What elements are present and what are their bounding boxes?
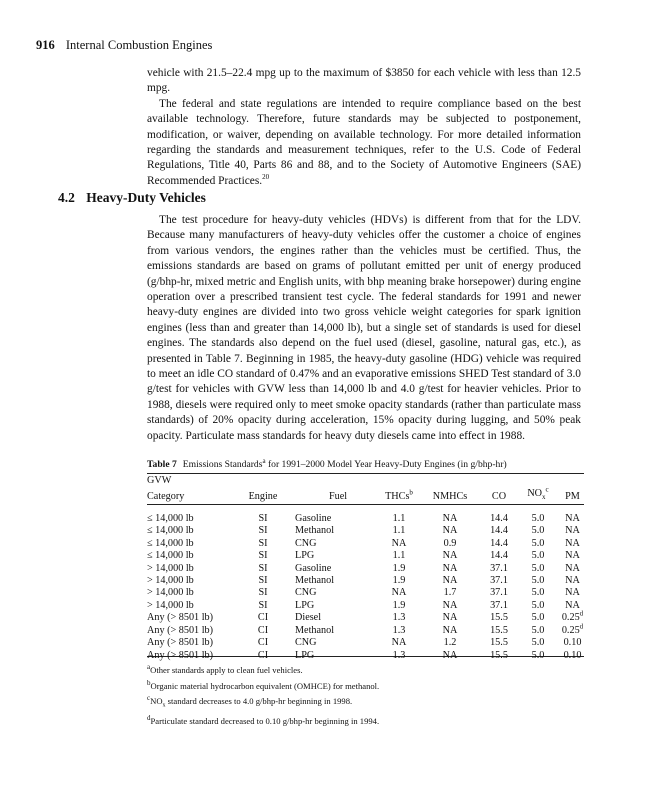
footnote-text: NO <box>150 696 163 706</box>
cell-engine-value: CI <box>257 612 269 624</box>
cell-engine-value: SI <box>258 537 268 549</box>
cell-nmhc-value: NA <box>442 624 458 636</box>
cell-engine-value: SI <box>258 587 268 599</box>
cell-fuel <box>285 525 381 537</box>
cell-pm <box>561 508 584 525</box>
cell-nox-value: 5.0 <box>531 587 545 599</box>
cell-nox-value: 5.0 <box>531 562 545 574</box>
cell-engine-value: SI <box>258 550 268 562</box>
table-caption-text-a: Emissions Standards <box>182 459 263 470</box>
cell-co-value: 14.4 <box>490 525 508 537</box>
cell-co <box>483 587 515 599</box>
cell-gvw-value: ≤ 14,000 lb <box>147 537 194 549</box>
cell-nox <box>515 525 561 537</box>
cell-nox-value: 5.0 <box>531 575 545 587</box>
table-caption-text-b: for 1991–2000 Model Year Heavy-Duty Engines (in g/bhp-hr) <box>265 459 507 470</box>
footnote-b <box>147 679 379 695</box>
cell-pm <box>561 525 584 537</box>
cell-thc-value: 1.9 <box>392 562 406 574</box>
cell-co-value: 37.1 <box>490 587 508 599</box>
cell-fuel-value: Methanol <box>295 624 335 636</box>
cell-fuel <box>285 538 381 550</box>
table-row <box>147 563 584 575</box>
header-thc-note: b <box>409 488 413 497</box>
footnote-a <box>147 663 379 679</box>
intro-paragraph-2-text: The federal and state regulations are intended to require compliance based on the best available technology. Therefore, future standards may be subjected to postponement, modification, or waiver, depending on available technology. For more detailed information regarding the standards and measurement techniques, refer to the U.S. Code of Federal Regulations, Title 40, Parts 86 and 88, and to the Society of Automotive Engineers (SAE) Recommended Practices. <box>147 97 581 187</box>
cell-fuel <box>285 625 381 637</box>
cell-pm-value: NA <box>565 575 580 587</box>
cell-nox <box>515 587 561 599</box>
cell-nmhc <box>417 508 483 525</box>
header-nox-sub: x <box>542 492 546 501</box>
table-top-rule <box>147 473 584 474</box>
table-row <box>147 600 584 612</box>
cell-fuel-value: Gasoline <box>295 513 332 525</box>
cell-nox <box>515 550 561 562</box>
cell-fuel-value: Methanol <box>295 575 335 587</box>
cell-thc <box>381 600 417 612</box>
cell-thc-value: 1.3 <box>392 624 406 636</box>
cell-fuel <box>285 550 381 562</box>
cell-nox-value: 5.0 <box>531 612 545 624</box>
cell-fuel-value: Methanol <box>295 525 335 537</box>
cell-nox-value: 5.0 <box>531 624 545 636</box>
cell-gvw-value: ≤ 14,000 lb <box>147 550 194 562</box>
cell-nmhc <box>417 563 483 575</box>
cell-gvw-value: Any (> 8501 lb) <box>147 624 214 636</box>
cell-nox <box>515 600 561 612</box>
cell-thc <box>381 575 417 587</box>
header-gvw: GVW <box>147 475 172 486</box>
cell-fuel <box>285 637 381 649</box>
cell-thc-value: 1.9 <box>392 599 406 611</box>
cell-thc-value: 1.1 <box>392 550 406 562</box>
cell-thc <box>381 587 417 599</box>
cell-thc <box>381 550 417 562</box>
cell-nox <box>515 650 561 666</box>
table-row <box>147 625 584 637</box>
header-pm: PM <box>565 490 580 502</box>
footnote-mark: b <box>147 678 151 687</box>
cell-fuel-value: CNG <box>295 537 317 549</box>
footnote-text: Organic material hydrocarbon equivalent (OMHCE) for methanol. <box>150 680 380 691</box>
cell-gvw-value: Any (> 8501 lb) <box>147 612 214 624</box>
cell-nox-value: 5.0 <box>531 550 545 562</box>
cell-nmhc-value: NA <box>442 649 458 661</box>
cell-co-value: 15.5 <box>490 649 508 661</box>
cell-co <box>483 600 515 612</box>
cell-thc-value: 1.1 <box>392 513 406 525</box>
cell-nox <box>515 538 561 550</box>
cell-co-value: 37.1 <box>490 562 508 574</box>
table-row <box>147 587 584 599</box>
footnote-mark: a <box>147 663 151 672</box>
table-row <box>147 538 584 550</box>
cell-engine <box>241 587 285 599</box>
cell-gvw <box>147 600 241 612</box>
cell-pm-value: NA <box>565 537 580 549</box>
footnote-c <box>147 694 379 714</box>
header-engine: Engine <box>248 490 278 502</box>
page-header <box>36 38 212 53</box>
cell-pm <box>561 650 584 666</box>
table-row <box>147 525 584 537</box>
cell-co-value: 14.4 <box>490 537 508 549</box>
cell-co <box>483 563 515 575</box>
cell-nmhc <box>417 650 483 666</box>
cell-co <box>483 625 515 637</box>
cell-gvw <box>147 538 241 550</box>
cell-thc <box>381 525 417 537</box>
cell-thc <box>381 538 417 550</box>
cell-gvw-value: ≤ 14,000 lb <box>147 525 194 537</box>
cell-fuel <box>285 587 381 599</box>
cell-nmhc <box>417 575 483 587</box>
header-nox-text: NO <box>527 487 543 499</box>
header-category: Category <box>147 490 185 502</box>
cell-nox <box>515 625 561 637</box>
header-thc <box>381 488 417 509</box>
cell-fuel <box>285 563 381 575</box>
cell-fuel-value: LPG <box>295 649 315 661</box>
cell-nmhc <box>417 637 483 649</box>
cell-co <box>483 538 515 550</box>
cell-pm <box>561 538 584 550</box>
cell-engine <box>241 625 285 637</box>
cell-pm-value: NA <box>565 587 580 599</box>
cell-gvw <box>147 508 241 525</box>
cell-co-value: 37.1 <box>490 599 508 611</box>
cell-co-value: 15.5 <box>490 612 508 624</box>
cell-co-value: 14.4 <box>490 513 508 525</box>
cell-gvw <box>147 550 241 562</box>
emissions-table <box>147 475 584 666</box>
table-header-row <box>147 475 584 488</box>
cell-engine-value: SI <box>258 525 268 537</box>
footnote-text: Particulate standard decreased to 0.10 g/bhp-hr beginning in 1994. <box>150 716 380 727</box>
cell-nmhc <box>417 625 483 637</box>
cell-nmhc-value: NA <box>442 513 458 525</box>
cell-nmhc <box>417 587 483 599</box>
cell-nmhc-value: 0.9 <box>443 537 457 549</box>
cell-co <box>483 650 515 666</box>
header-nox <box>515 485 561 509</box>
table-row <box>147 637 584 649</box>
cell-nmhc-value: NA <box>442 525 458 537</box>
cell-thc <box>381 637 417 649</box>
cell-nmhc <box>417 600 483 612</box>
cell-fuel-value: Gasoline <box>295 562 332 574</box>
page-number: 916 <box>36 38 55 52</box>
cell-engine <box>241 525 285 537</box>
cell-fuel <box>285 575 381 587</box>
table-footnotes <box>147 663 379 730</box>
cell-thc <box>381 563 417 575</box>
table-row <box>147 612 584 624</box>
cell-nmhc-value: NA <box>442 612 458 624</box>
cell-nox-value: 5.0 <box>531 649 545 661</box>
table-caption <box>147 456 507 470</box>
table-row <box>147 508 584 525</box>
header-thc-text: THCs <box>385 490 410 502</box>
intro-paragraph-2 <box>147 97 581 189</box>
cell-pm-value: NA <box>565 562 580 574</box>
cell-pm-value: NA <box>565 513 580 525</box>
cell-gvw <box>147 625 241 637</box>
cell-co <box>483 525 515 537</box>
cell-fuel-value: LPG <box>295 599 315 611</box>
cell-engine-value: SI <box>258 599 268 611</box>
header-fuel: Fuel <box>328 490 348 502</box>
cell-fuel-value: CNG <box>295 637 317 649</box>
intro-text <box>147 66 581 189</box>
cell-pm-value: NA <box>565 550 580 562</box>
cell-fuel <box>285 508 381 525</box>
section-body <box>147 213 581 444</box>
cell-engine-value: SI <box>258 562 268 574</box>
cell-nmhc-value: NA <box>442 550 458 562</box>
table-row <box>147 550 584 562</box>
cell-fuel <box>285 600 381 612</box>
cell-pm-note: d <box>579 609 584 618</box>
cell-pm-value: 0.10 <box>563 637 582 649</box>
cell-engine <box>241 508 285 525</box>
cell-co-value: 15.5 <box>490 624 508 636</box>
cell-co <box>483 637 515 649</box>
cell-nmhc-value: NA <box>442 599 458 611</box>
reference-marker: 20 <box>262 173 270 182</box>
cell-engine <box>241 612 285 624</box>
cell-nox <box>515 508 561 525</box>
cell-nox-value: 5.0 <box>531 513 545 525</box>
cell-nox-value: 5.0 <box>531 599 545 611</box>
cell-pm-note: d <box>579 622 584 631</box>
table-row <box>147 575 584 587</box>
section-title: Heavy-Duty Vehicles <box>86 190 206 205</box>
cell-pm <box>561 622 584 637</box>
cell-co <box>483 612 515 624</box>
cell-gvw-value: Any (> 8501 lb) <box>147 637 214 649</box>
running-title: Internal Combustion Engines <box>65 38 213 52</box>
cell-thc <box>381 508 417 525</box>
table-label: Table 7 <box>147 459 177 470</box>
cell-nox-value: 5.0 <box>531 537 545 549</box>
cell-gvw <box>147 525 241 537</box>
table-caption-note: a <box>262 456 266 465</box>
cell-engine <box>241 575 285 587</box>
cell-gvw <box>147 575 241 587</box>
cell-gvw <box>147 587 241 599</box>
section-number: 4.2 <box>58 190 75 205</box>
cell-pm-value: 0.25 <box>561 612 580 624</box>
cell-gvw <box>147 637 241 649</box>
cell-nmhc <box>417 550 483 562</box>
cell-gvw-value: Any (> 8501 lb) <box>147 649 214 661</box>
cell-thc-value: 1.1 <box>392 525 406 537</box>
cell-pm-value: NA <box>565 525 580 537</box>
cell-fuel-value: LPG <box>295 550 315 562</box>
cell-thc <box>381 612 417 624</box>
cell-co-value: 15.5 <box>490 637 508 649</box>
header-nmhc: NMHCs <box>432 490 468 502</box>
cell-gvw-value: > 14,000 lb <box>147 587 194 599</box>
cell-gvw-value: ≤ 14,000 lb <box>147 513 194 525</box>
cell-thc <box>381 650 417 666</box>
cell-nmhc <box>417 612 483 624</box>
cell-gvw-value: > 14,000 lb <box>147 562 194 574</box>
cell-co-value: 37.1 <box>490 575 508 587</box>
cell-pm <box>561 587 584 599</box>
cell-nmhc <box>417 538 483 550</box>
cell-nox <box>515 575 561 587</box>
footnote-mark: d <box>147 714 151 723</box>
cell-pm <box>561 550 584 562</box>
cell-nox <box>515 637 561 649</box>
cell-nmhc-value: 1.2 <box>443 637 457 649</box>
cell-pm-value: 0.10 <box>563 649 582 661</box>
cell-fuel-value: Diesel <box>295 612 322 624</box>
cell-pm-value: NA <box>565 599 580 611</box>
cell-gvw-value: > 14,000 lb <box>147 599 194 611</box>
cell-thc-value: 1.3 <box>392 649 406 661</box>
cell-engine <box>241 637 285 649</box>
cell-pm <box>561 637 584 649</box>
cell-nmhc <box>417 525 483 537</box>
cell-gvw <box>147 612 241 624</box>
cell-fuel-value: CNG <box>295 587 317 599</box>
cell-nox <box>515 612 561 624</box>
section-paragraph: The test procedure for heavy-duty vehicles (HDVs) is different from that for the LDV. Because many manufacturers of heavy-duty vehicles offer the customer a choice of engines from various vendors, the engines rather than the vehicles must be certified. Thus, the emissions standards are based on grams of pollutant emitted per unit of energy produced (g/bhp-hr, mixed metric and English units, with bhp meaning brake horsepower) during engine operation over a prescribed transient test cycle. The federal standards for 1991 and newer heavy-duty engines are divided into two gross vehicle weight categories for spark ignition engines (less than and greater than 14,000 lb), but a single set of standards is used for diesel engines. The standards also depend on the fuel used (diesel, gasoline, natural gas, etc.), as presented in Table 7. Beginning in 1985, the heavy-duty gasoline (HDG) vehicle was required to meet an idle CO standard of 0.47% and an evaporative emissions SHED Test standard of 3.0 g/test for vehicles with GVW less than 14,000 lb and 4.0 g/test for heavier vehicles. Prior to 1988, diesels were required only to meet smoke opacity standards (rather than particulate mass standards) of 20% opacity during acceleration, 15% opacity during lugging, and 50% peak opacity. Particulate mass standards for heavy duty diesels came into effect in 1988. <box>147 214 581 442</box>
cell-gvw <box>147 563 241 575</box>
cell-thc-value: 1.3 <box>392 612 406 624</box>
cell-engine-value: CI <box>257 624 269 636</box>
header-co: CO <box>491 490 507 502</box>
intro-paragraph-1: vehicle with 21.5–22.4 mpg up to the maximum of $3850 for each vehicle with less than 12.5 mpg. <box>147 67 581 95</box>
cell-thc-value: NA <box>391 587 407 599</box>
cell-thc <box>381 625 417 637</box>
cell-engine-value: CI <box>257 649 269 661</box>
cell-nmhc-value: 1.7 <box>443 587 457 599</box>
cell-nmhc-value: NA <box>442 575 458 587</box>
cell-engine-value: SI <box>258 575 268 587</box>
cell-thc-value: NA <box>391 537 407 549</box>
cell-co-value: 14.4 <box>490 550 508 562</box>
table-header-row <box>147 488 584 509</box>
cell-engine <box>241 563 285 575</box>
cell-co <box>483 550 515 562</box>
cell-nox-value: 5.0 <box>531 525 545 537</box>
cell-thc-value: NA <box>391 637 407 649</box>
footnote-mark: c <box>147 694 151 703</box>
cell-nmhc-value: NA <box>442 562 458 574</box>
cell-co <box>483 575 515 587</box>
cell-co <box>483 508 515 525</box>
footnote-text: Other standards apply to clean fuel vehicles. <box>150 665 303 675</box>
cell-engine <box>241 600 285 612</box>
footnote-text: standard decreases to 4.0 g/bhp-hr beginning in 1998. <box>165 696 353 706</box>
section-heading <box>58 190 206 206</box>
footnote-sub: x <box>162 702 166 709</box>
cell-pm-value: 0.25 <box>561 624 580 636</box>
cell-engine <box>241 538 285 550</box>
cell-nox-value: 5.0 <box>531 637 545 649</box>
cell-nox <box>515 563 561 575</box>
cell-pm <box>561 563 584 575</box>
footnote-d <box>147 714 379 730</box>
header-nox-note: c <box>545 485 549 494</box>
cell-engine-value: CI <box>257 637 269 649</box>
cell-pm <box>561 575 584 587</box>
cell-engine <box>241 550 285 562</box>
cell-fuel <box>285 612 381 624</box>
cell-thc-value: 1.9 <box>392 575 406 587</box>
cell-engine-value: SI <box>258 513 268 525</box>
cell-gvw-value: > 14,000 lb <box>147 575 194 587</box>
